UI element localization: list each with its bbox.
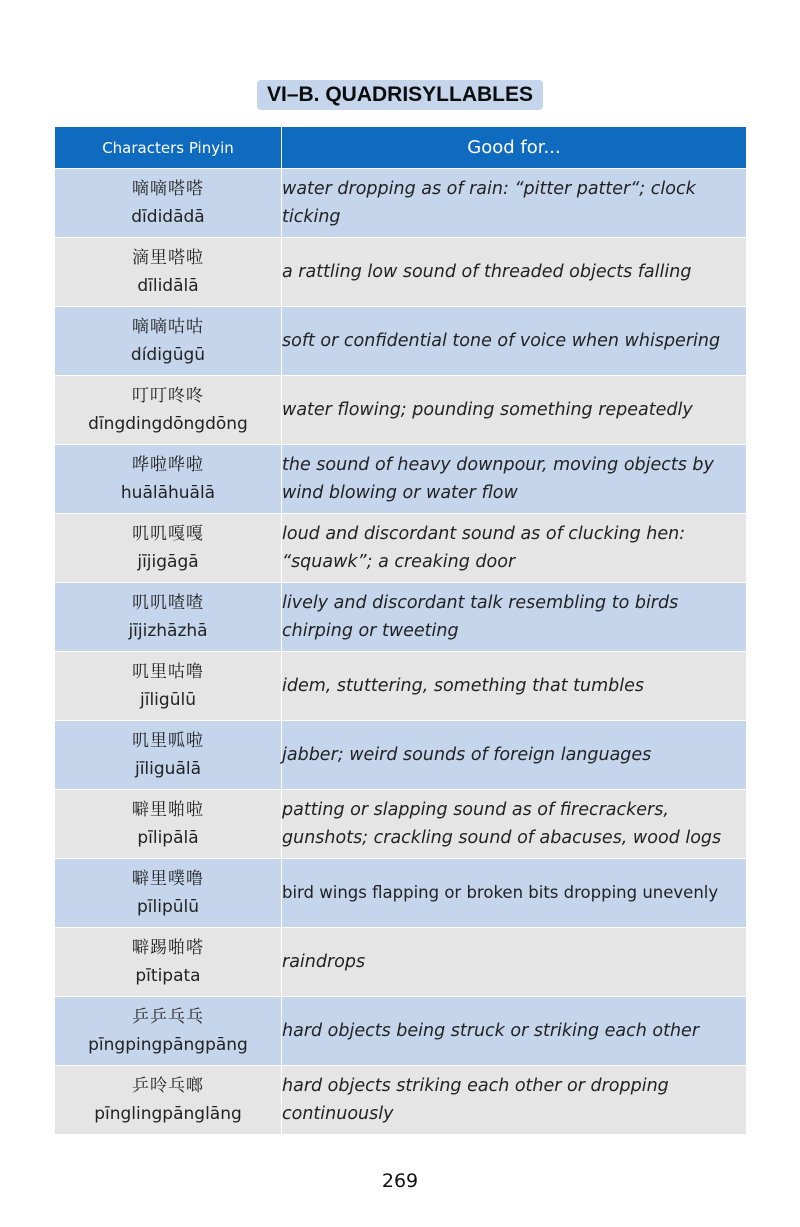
- hanzi-text: 叮叮咚咚: [132, 386, 204, 406]
- chars-cell: [55, 169, 282, 238]
- description-cell: idem, stuttering, something that tumbles: [282, 652, 747, 721]
- pinyin-text: jījizhāzhā: [128, 621, 208, 641]
- header-good-for: Good for...: [282, 127, 747, 169]
- page-number: 269: [381, 1170, 419, 1192]
- pinyin-text: dīngdingdōngdōng: [88, 414, 248, 434]
- table-row: [55, 307, 746, 376]
- description-cell: lively and discordant talk resembling to birds chirping or tweeting: [282, 583, 747, 652]
- chars-cell: [55, 445, 282, 514]
- chars-cell: [55, 1066, 282, 1135]
- description-cell: loud and discordant sound as of clucking hen: “squawk”; a creaking door: [282, 514, 747, 583]
- table-row: [55, 169, 746, 238]
- title-wrap: [0, 80, 800, 110]
- chars-cell: [55, 859, 282, 928]
- description-cell: the sound of heavy downpour, moving objects by wind blowing or water flow: [282, 445, 747, 514]
- table-row: [55, 928, 746, 997]
- pinyin-text: dīdidādā: [131, 207, 205, 227]
- chars-cell: [55, 514, 282, 583]
- table-body: [55, 169, 746, 1135]
- table-row: [55, 514, 746, 583]
- table-row: [55, 652, 746, 721]
- table-row: [55, 238, 746, 307]
- chars-cell: [55, 790, 282, 859]
- description-cell: raindrops: [282, 928, 747, 997]
- description-cell: water dropping as of rain: “pitter patter“; clock ticking: [282, 169, 747, 238]
- pinyin-text: dīlidālā: [137, 276, 199, 296]
- description-cell: patting or slapping sound as of firecrackers, gunshots; crackling sound of abacuses, wood logs: [282, 790, 747, 859]
- pinyin-text: jīliguālā: [134, 759, 202, 779]
- onomatopoeia-table: [55, 127, 746, 1134]
- hanzi-text: 叽叽嘎嘎: [132, 524, 204, 544]
- description-cell: water flowing; pounding something repeatedly: [282, 376, 747, 445]
- hanzi-text: 嘀嘀咕咕: [132, 317, 204, 337]
- hanzi-text: 乒乒乓乓: [132, 1007, 204, 1027]
- chars-cell: [55, 307, 282, 376]
- table-row: [55, 445, 746, 514]
- hanzi-text: 叽里呱啦: [132, 731, 204, 751]
- table-row: [55, 859, 746, 928]
- pinyin-text: pīlipūlū: [136, 897, 200, 917]
- chars-cell: [55, 721, 282, 790]
- chars-cell: [55, 238, 282, 307]
- table-row: [55, 790, 746, 859]
- hanzi-text: 噼踢啪嗒: [132, 938, 204, 958]
- chars-cell: [55, 376, 282, 445]
- description-cell: hard objects striking each other or dropping continuously: [282, 1066, 747, 1135]
- table-header-row: [55, 127, 746, 169]
- hanzi-text: 叽里咕噜: [132, 662, 204, 682]
- pinyin-text: huālāhuālā: [120, 483, 216, 503]
- table-row: [55, 997, 746, 1066]
- hanzi-text: 叽叽喳喳: [132, 593, 204, 613]
- description-cell: soft or confidential tone of voice when whispering: [282, 307, 747, 376]
- pinyin-text: dídigūgū: [130, 345, 206, 365]
- hanzi-text: 乒呤乓啷: [132, 1076, 204, 1096]
- table-row: [55, 583, 746, 652]
- section-title: VI–B. QUADRISYLLABLES: [257, 80, 543, 110]
- description-cell: hard objects being struck or striking each other: [282, 997, 747, 1066]
- hanzi-text: 噼里噗噜: [132, 869, 204, 889]
- pinyin-text: jīligūlū: [140, 690, 196, 710]
- pinyin-text: pīlipālā: [137, 828, 199, 848]
- pinyin-text: jījigāgā: [137, 552, 199, 572]
- header-characters-pinyin: Characters Pinyin: [55, 127, 282, 169]
- hanzi-text: 嘀嘀嗒嗒: [132, 179, 204, 199]
- chars-cell: [55, 583, 282, 652]
- pinyin-text: pītipata: [135, 966, 201, 986]
- table-row: [55, 721, 746, 790]
- hanzi-text: 滴里嗒啦: [132, 248, 204, 268]
- hanzi-text: 噼里啪啦: [132, 800, 204, 820]
- description-cell: jabber; weird sounds of foreign languages: [282, 721, 747, 790]
- chars-cell: [55, 928, 282, 997]
- table-row: [55, 1066, 746, 1135]
- description-cell: bird wings flapping or broken bits dropping unevenly: [282, 859, 747, 928]
- hanzi-text: 哗啦哗啦: [132, 455, 204, 475]
- table-row: [55, 376, 746, 445]
- chars-cell: [55, 997, 282, 1066]
- pinyin-text: pīngpingpāngpāng: [88, 1035, 248, 1055]
- chars-cell: [55, 652, 282, 721]
- pinyin-text: pīnglingpānglāng: [94, 1104, 242, 1124]
- description-cell: a rattling low sound of threaded objects falling: [282, 238, 747, 307]
